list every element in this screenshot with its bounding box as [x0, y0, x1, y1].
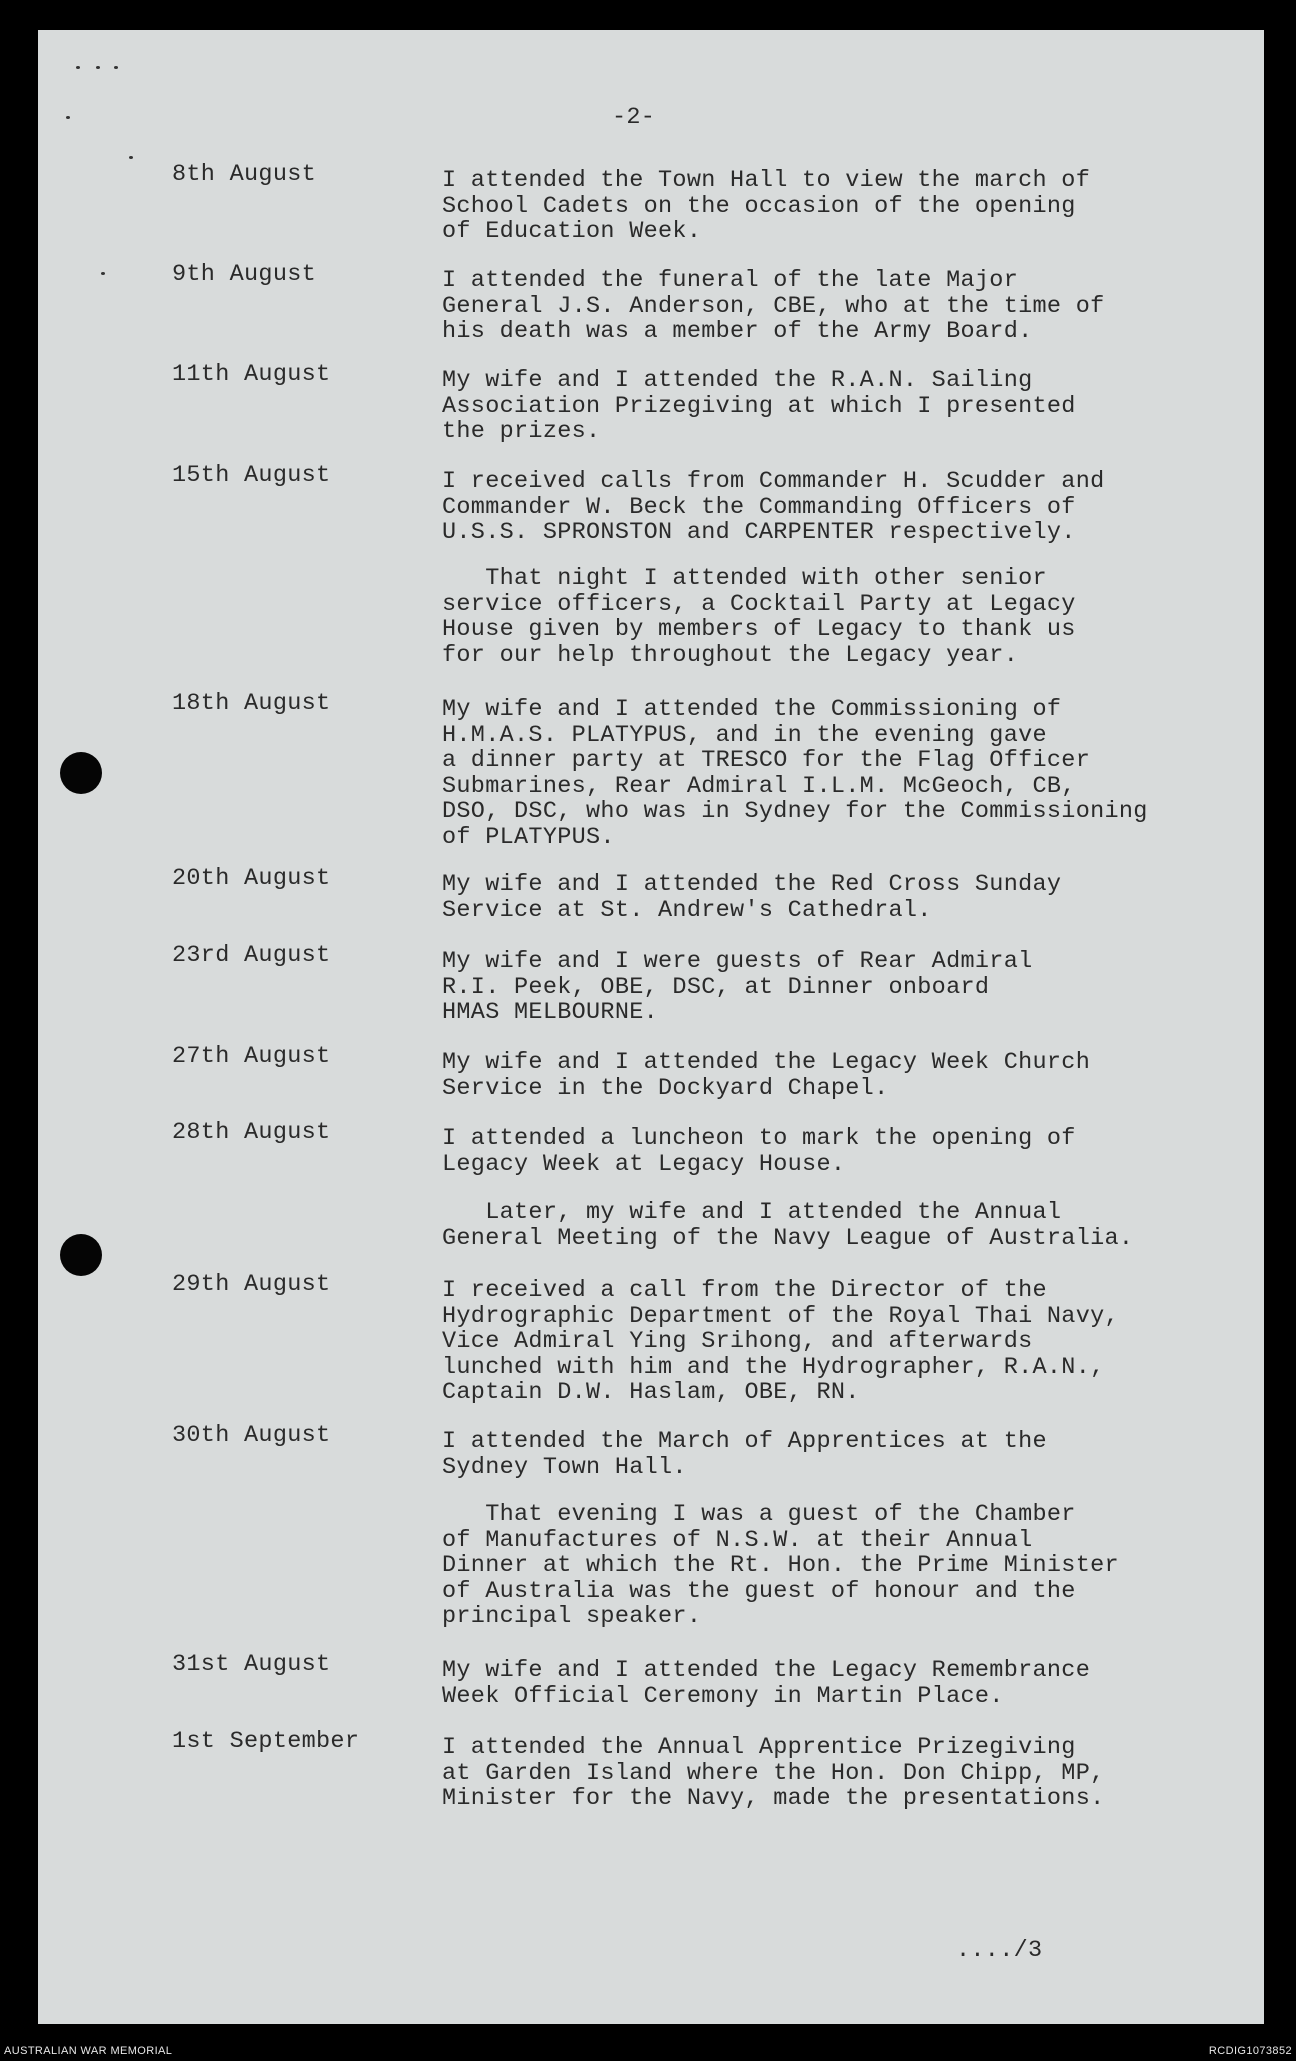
entry-date: 18th August	[172, 690, 331, 717]
entry-line: of Australia was the guest of honour and the	[442, 1577, 1076, 1605]
entry-line: of Manufactures of N.S.W. at their Annual	[442, 1526, 1033, 1554]
entry-line: R.I. Peek, OBE, DSC, at Dinner onboard	[442, 973, 990, 1001]
entry-line: I attended the Annual Apprentice Prizegiving	[442, 1734, 1076, 1761]
entry-line: I attended a luncheon to mark the opening of	[442, 1125, 1076, 1152]
entry-line: U.S.S. SPRONSTON and CARPENTER respectively.	[442, 519, 1076, 547]
page-number: -2-	[612, 104, 656, 131]
entry-line: H.M.A.S. PLATYPUS, and in the evening gave	[442, 721, 1047, 749]
paper-speck	[76, 66, 80, 69]
entry-paragraph	[442, 1050, 1222, 1101]
entry-line: at Garden Island where the Hon. Don Chipp, MP,	[442, 1759, 1105, 1787]
entry-paragraph	[442, 168, 1222, 245]
entry-line: That night I attended with other senior	[442, 565, 1047, 592]
entry-line: his death was a member of the Army Board.	[442, 318, 1033, 346]
entry-line: My wife and I attended the Red Cross Sunday	[442, 871, 1062, 898]
entry-paragraph	[442, 1735, 1222, 1812]
entry-line: I received a call from the Director of the	[442, 1277, 1047, 1304]
entry-line: Dinner at which the Rt. Hon. the Prime Minister	[442, 1552, 1119, 1580]
entry-paragraph	[442, 1429, 1222, 1480]
entry-paragraph	[442, 1278, 1222, 1406]
entry-date: 28th August	[172, 1119, 331, 1146]
entry-line: Sydney Town Hall.	[442, 1453, 687, 1481]
entry-paragraph	[442, 1200, 1222, 1251]
entry-line: DSO, DSC, who was in Sydney for the Commissioning	[442, 798, 1148, 826]
entry-line: Captain D.W. Haslam, OBE, RN.	[442, 1379, 860, 1407]
entry-date: 20th August	[172, 865, 331, 892]
entry-paragraph	[442, 1502, 1222, 1630]
entry-line: a dinner party at TRESCO for the Flag Officer	[442, 747, 1091, 775]
archive-footer-bar	[0, 2040, 1296, 2061]
entry-line: I received calls from Commander H. Scudder and	[442, 468, 1105, 495]
entry-paragraph	[442, 469, 1222, 546]
entry-line: Week Official Ceremony in Martin Place.	[442, 1682, 1004, 1710]
entry-line: for our help throughout the Legacy year.	[442, 641, 1019, 669]
entry-paragraph	[442, 268, 1222, 345]
paper-speck	[66, 116, 70, 119]
entry-line: My wife and I attended the Legacy Week Church	[442, 1049, 1091, 1076]
entry-date: 11th August	[172, 361, 331, 388]
continuation-marker: ..../3	[956, 1937, 1043, 1964]
archive-record-id: RCDIG1073852	[1208, 2045, 1292, 2057]
entry-line: I attended the Town Hall to view the march of	[442, 167, 1091, 194]
entry-date: 15th August	[172, 462, 331, 489]
entry-line: principal speaker.	[442, 1603, 702, 1631]
entry-line: House given by members of Legacy to thank us	[442, 616, 1076, 644]
entry-line: My wife and I were guests of Rear Admiral	[442, 948, 1033, 975]
entry-paragraph	[442, 697, 1222, 851]
entry-line: Minister for the Navy, made the presentations.	[442, 1785, 1105, 1813]
paper-speck	[101, 272, 105, 275]
entry-line: Commander W. Beck the Commanding Officers of	[442, 493, 1076, 521]
entry-line: General Meeting of the Navy League of Australia.	[442, 1224, 1134, 1252]
entry-date: 1st September	[172, 1728, 360, 1755]
entry-line: service officers, a Cocktail Party at Legacy	[442, 590, 1076, 618]
punch-hole	[60, 1234, 102, 1276]
entry-line: School Cadets on the occasion of the opening	[442, 192, 1076, 220]
entry-line: Vice Admiral Ying Srihong, and afterwards	[442, 1328, 1033, 1356]
entry-paragraph	[442, 566, 1222, 668]
entry-date: 27th August	[172, 1043, 331, 1070]
entry-paragraph	[442, 368, 1222, 445]
entry-line: I attended the funeral of the late Major	[442, 267, 1019, 294]
entry-line: Later, my wife and I attended the Annual	[442, 1199, 1062, 1226]
entry-line: My wife and I attended the Legacy Remembrance	[442, 1657, 1091, 1684]
entry-line: HMAS MELBOURNE.	[442, 999, 659, 1027]
entry-date: 31st August	[172, 1651, 331, 1678]
entry-paragraph	[442, 1658, 1222, 1709]
punch-hole	[60, 752, 102, 794]
entry-line: Service in the Dockyard Chapel.	[442, 1074, 889, 1102]
paper-speck	[96, 66, 100, 69]
entry-line: lunched with him and the Hydrographer, R.A.N.,	[442, 1353, 1105, 1381]
entry-line: the prizes.	[442, 418, 601, 446]
entry-line: of Education Week.	[442, 218, 702, 246]
entry-date: 30th August	[172, 1422, 331, 1449]
entry-line: I attended the March of Apprentices at the	[442, 1428, 1047, 1455]
entry-date: 8th August	[172, 161, 317, 188]
entry-line: Hydrographic Department of the Royal Thai Navy,	[442, 1302, 1119, 1330]
entry-line: Legacy Week at Legacy House.	[442, 1150, 846, 1178]
entry-line: Submarines, Rear Admiral I.L.M. McGeoch, CB,	[442, 772, 1076, 800]
paper-speck	[129, 156, 133, 159]
entry-date: 29th August	[172, 1271, 331, 1298]
document-page	[38, 30, 1264, 2024]
entry-line: My wife and I attended the Commissioning of	[442, 696, 1062, 723]
entry-line: That evening I was a guest of the Chamber	[442, 1501, 1076, 1528]
paper-speck	[114, 66, 118, 69]
entry-line: of PLATYPUS.	[442, 823, 615, 851]
entry-date: 23rd August	[172, 942, 331, 969]
entry-line: General J.S. Anderson, CBE, who at the time of	[442, 292, 1105, 320]
entry-date: 9th August	[172, 261, 317, 288]
entry-paragraph	[442, 1126, 1222, 1177]
entry-paragraph	[442, 872, 1222, 923]
entry-line: Service at St. Andrew's Cathedral.	[442, 896, 932, 924]
entry-paragraph	[442, 949, 1222, 1026]
entry-line: Association Prizegiving at which I presented	[442, 392, 1076, 420]
archive-credit: AUSTRALIAN WAR MEMORIAL	[4, 2045, 173, 2057]
entry-line: My wife and I attended the R.A.N. Sailing	[442, 367, 1033, 394]
